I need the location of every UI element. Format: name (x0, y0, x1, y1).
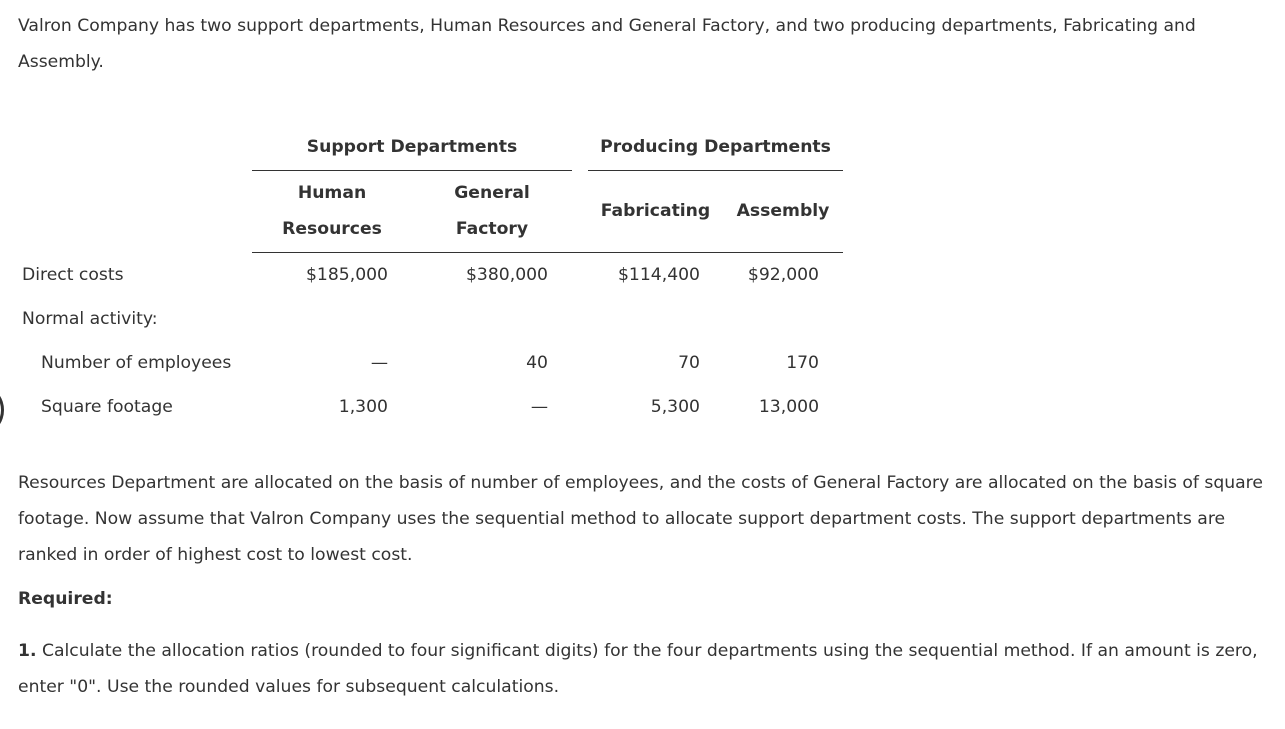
col-header-fabricating: Fabricating (600, 201, 711, 221)
task-text: Calculate the allocation ratios (rounded to four significant digits) for the four departments using the sequential method. If an amount is zero, enter "0". Use the rounded values for subsequent calculations. (18, 641, 1258, 697)
direct-costs-assembly: $92,000 (747, 265, 819, 285)
sqft-human-resources: 1,300 (338, 397, 388, 417)
col-header-general-line1: General (454, 183, 530, 203)
producing-header-rule (588, 170, 843, 171)
required-label: Required: (18, 589, 113, 609)
col-header-assembly: Assembly (736, 201, 830, 221)
employees-human-resources: — (370, 353, 388, 373)
direct-costs-human-resources: $185,000 (305, 265, 388, 285)
sqft-fabricating: 5,300 (650, 397, 700, 417)
row-label-normal-activity: Normal activity: (22, 309, 158, 329)
task-1 (18, 633, 1283, 705)
row-label-direct-costs: Direct costs (22, 265, 124, 285)
intro-paragraph: Valron Company has two support departments, Human Resources and General Factory, and two producing departments, Fabricating and Assembly. (18, 16, 1196, 72)
task-number: 1. (18, 641, 37, 661)
col-header-general-line2: Factory (455, 219, 529, 239)
support-departments-header: Support Departments (306, 137, 518, 157)
sqft-assembly: 13,000 (758, 397, 819, 417)
producing-departments-header: Producing Departments (600, 137, 831, 157)
support-header-rule (252, 170, 572, 171)
sqft-general-factory: — (530, 397, 548, 417)
direct-costs-fabricating: $114,400 (617, 265, 700, 285)
row-label-square-footage: Square footage (41, 397, 173, 417)
employees-assembly: 170 (786, 353, 819, 373)
partial-circle-icon[interactable] (0, 388, 4, 432)
col-header-human-line2: Resources (282, 219, 382, 239)
direct-costs-general-factory: $380,000 (465, 265, 548, 285)
employees-general-factory: 40 (526, 353, 548, 373)
employees-fabricating: 70 (678, 353, 700, 373)
body-paragraph: Resources Department are allocated on the basis of number of employees, and the costs of General Factory are allocated on the basis of square footage. Now assume that Valron Company uses the sequential method to allocate support department costs. The support departments are ranked in order of highest cost to lowest cost. (18, 473, 1263, 565)
row-label-number-of-employees: Number of employees (41, 353, 232, 373)
col-header-human-line1: Human (297, 183, 367, 203)
column-header-rule (252, 252, 843, 253)
